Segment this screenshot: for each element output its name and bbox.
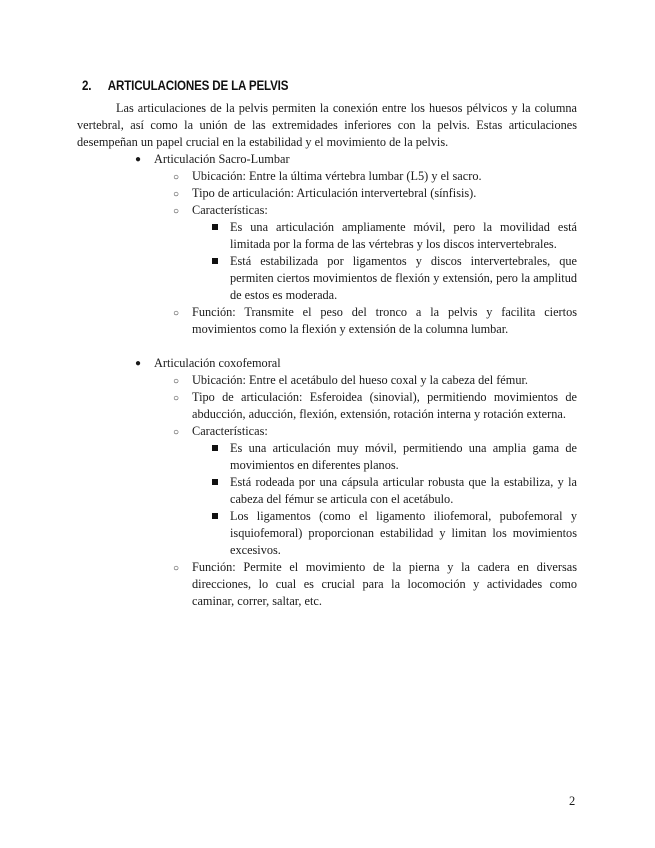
characteristics-list	[192, 440, 577, 559]
bullet-circle-icon: ○	[173, 206, 180, 217]
characteristic-text: Los ligamentos (como el ligamento iliofemoral, pubofemoral y isquiofemoral) proporcionan estabilidad y limitan los movimientos excesivos.	[230, 509, 577, 557]
bullet-circle-icon: ○	[173, 189, 180, 200]
list-spacer	[77, 338, 577, 355]
joint-details	[154, 168, 577, 338]
detail-text: Función: Permite el movimiento de la pierna y la cadera en diversas direcciones, lo cual es crucial para la locomoción y actividades como caminar, correr, saltar, etc.	[192, 560, 577, 608]
section-body	[77, 100, 577, 610]
section-number: 2.	[82, 78, 92, 93]
page-number: 2	[569, 794, 576, 808]
bullet-square-icon	[212, 258, 218, 264]
bullet-circle-icon: ○	[173, 563, 180, 574]
detail-ubicacion	[154, 372, 577, 389]
bullet-square-icon	[212, 224, 218, 230]
characteristics-list	[192, 219, 577, 304]
detail-tipo	[154, 389, 577, 423]
joint-item-sacro-lumbar	[77, 151, 577, 338]
detail-text: Función: Transmite el peso del tronco a la pelvis y facilita ciertos movimientos como la flexión y extensión de la columna lumbar.	[192, 305, 577, 336]
joint-details	[154, 372, 577, 610]
detail-text: Tipo de articulación: Esferoidea (sinovial), permitiendo movimientos de abducción, aducción, flexión, extensión, rotación interna y rotación externa.	[192, 390, 577, 421]
characteristic-item	[192, 219, 577, 253]
detail-text: Características:	[192, 424, 268, 438]
characteristic-text: Es una articulación ampliamente móvil, pero la movilidad está limitada por la forma de las vértebras y los discos intervertebrales.	[230, 220, 577, 251]
detail-funcion	[154, 304, 577, 338]
characteristic-item	[192, 474, 577, 508]
characteristic-item	[192, 508, 577, 559]
detail-text: Ubicación: Entre la última vértebra lumbar (L5) y el sacro.	[192, 169, 482, 183]
bullet-disc-icon: ●	[135, 154, 142, 165]
detail-text: Tipo de articulación: Articulación intervertebral (sínfisis).	[192, 186, 477, 200]
characteristic-text: Está estabilizada por ligamentos y discos intervertebrales, que permiten ciertos movimientos de flexión y extensión, pero la amplitud de estos es moderada.	[230, 254, 577, 302]
detail-ubicacion	[154, 168, 577, 185]
bullet-circle-icon: ○	[173, 427, 180, 438]
detail-tipo	[154, 185, 577, 202]
detail-caracteristicas	[154, 202, 577, 304]
bullet-circle-icon: ○	[173, 393, 180, 404]
characteristic-item	[192, 253, 577, 304]
joint-name: Articulación coxofemoral	[154, 356, 281, 370]
section-title: ARTICULACIONES DE LA PELVIS	[107, 78, 289, 93]
joint-name: Articulación Sacro-Lumbar	[154, 152, 290, 166]
detail-text: Características:	[192, 203, 268, 217]
joint-list	[77, 151, 577, 610]
bullet-disc-icon: ●	[135, 358, 142, 369]
detail-funcion	[154, 559, 577, 610]
bullet-circle-icon: ○	[173, 172, 180, 183]
bullet-square-icon	[212, 479, 218, 485]
intro-paragraph: Las articulaciones de la pelvis permiten la conexión entre los huesos pélvicos y la columna vertebral, así como la unión de las extremidades inferiores con la pelvis. Estas articulaciones desempeñan un papel crucial en la estabilidad y el movimiento de la pelvis.	[77, 101, 577, 149]
section-heading	[82, 78, 288, 93]
detail-text: Ubicación: Entre el acetábulo del hueso coxal y la cabeza del fémur.	[192, 373, 528, 387]
bullet-circle-icon: ○	[173, 308, 180, 319]
bullet-circle-icon: ○	[173, 376, 180, 387]
characteristic-text: Es una articulación muy móvil, permitiendo una amplia gama de movimientos en diferentes planos.	[230, 441, 577, 472]
characteristic-text: Está rodeada por una cápsula articular robusta que la estabiliza, y la cabeza del fémur se articula con el acetábulo.	[230, 475, 577, 506]
characteristic-item	[192, 440, 577, 474]
bullet-square-icon	[212, 513, 218, 519]
detail-caracteristicas	[154, 423, 577, 559]
joint-item-coxofemoral	[77, 355, 577, 610]
bullet-square-icon	[212, 445, 218, 451]
